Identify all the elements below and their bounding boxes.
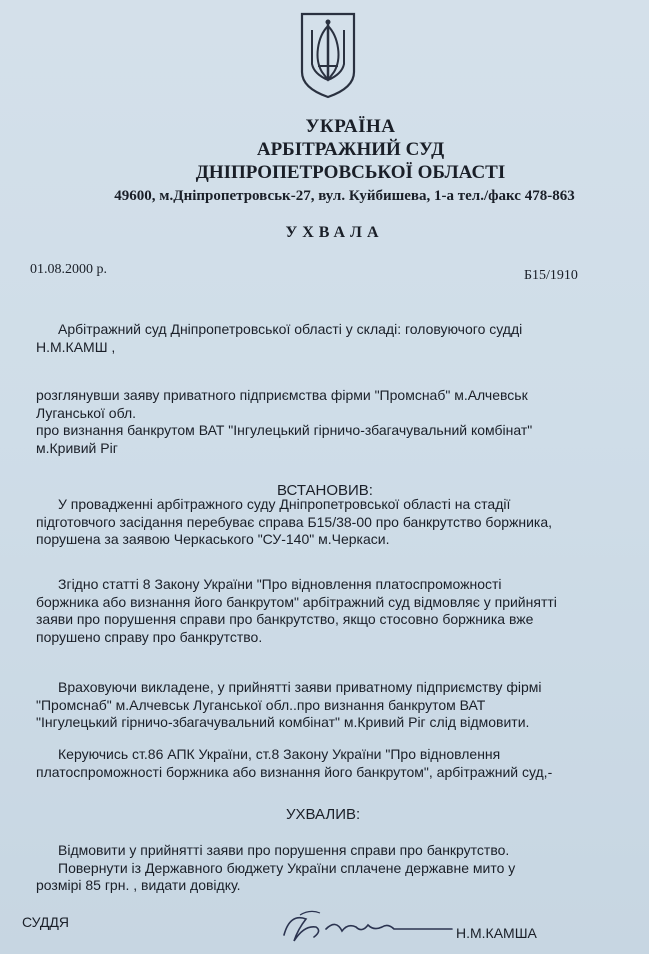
document-title: УХВАЛА: [285, 224, 384, 241]
paragraph-line: порушено справу про банкрутство.: [36, 628, 263, 645]
established-paragraph-3: [36, 679, 621, 732]
paragraph-line: "Промснаб" м.Алчевськ Луганської обл..про визнання банкрутом ВАТ: [36, 696, 486, 713]
ruled-heading: УХВАЛИВ:: [286, 806, 361, 823]
header-address: 49600, м.Дніпропетровськ-27, вул. Куйбишева, 1-а тел./факс 478-863: [114, 188, 575, 204]
established-paragraph-1: [36, 496, 621, 549]
review-paragraph: [36, 387, 626, 457]
review-line: про визнання банкрутом ВАТ "Інгулецький гірничо-збагачувальний комбінат": [36, 422, 533, 438]
paragraph-line: заяви про порушення справи про банкрутство, якщо стосовно боржника вже: [36, 611, 534, 627]
paragraph-line: боржника або визнання його банкрутом" арбітражний суд відмовляє у прийнятті: [36, 593, 557, 610]
document-date: 01.08.2000 р.: [30, 262, 107, 277]
review-line: розглянувши заяву приватного підприємства фірми "Промснаб" м.Алчевськ: [36, 387, 528, 403]
paragraph-line: порушена за заявою Черкаського "СУ-140" м.Черкаси.: [36, 531, 390, 547]
header-court-region: ДНІПРОПЕТРОВСЬКОЇ ОБЛАСТІ: [195, 162, 506, 183]
header-court-name: АРБІТРАЖНИЙ СУД: [256, 139, 445, 160]
intro-line: Н.М.КАМШ ,: [36, 338, 116, 355]
established-paragraph-2: [36, 576, 621, 646]
paragraph-line: розмірі 85 грн. , видати довідку.: [36, 877, 241, 893]
paragraph-line: Враховуючи викладене, у прийнятті заяви приватному підприємству фірмі: [58, 679, 542, 695]
signature-role: СУДДЯ: [22, 914, 69, 930]
paragraph-line: підготовчого засідання перебуває справа Б15/38-00 про банкрутство боржника,: [36, 513, 553, 530]
judge-signature: [276, 905, 456, 947]
intro-line: Арбітражний суд Дніпропетровської області у складі: головуючого судді: [58, 321, 523, 337]
paragraph-line: Керуючись ст.86 АПК України, ст.8 Закону України "Про відновлення: [58, 746, 501, 762]
paragraph-line: Згідно статті 8 Закону України "Про відновлення платоспроможності: [58, 576, 502, 592]
paragraph-line: Відмовити у прийнятті заяви про порушення справи про банкрутство.: [58, 842, 510, 858]
paragraph-line: платоспроможності боржника або визнання його банкрутом", арбітражний суд,-: [36, 763, 553, 780]
paragraph-line: "Інгулецький гірничо-збагачувальний комбінат" м.Кривий Ріг слід відмовити.: [36, 714, 530, 730]
header-country: УКРАЇНА: [305, 116, 396, 137]
ruled-paragraph: [36, 842, 621, 895]
paragraph-line: У провадженні арбітражного суду Дніпропетровської області на стадії: [58, 496, 511, 512]
review-line: м.Кривий Ріг: [36, 439, 118, 456]
case-number: Б15/1910: [524, 268, 578, 283]
review-line: Луганської обл.: [36, 404, 137, 421]
ukraine-coat-of-arms-icon: [298, 10, 358, 100]
paragraph-line: Повернути із Державного бюджету України сплачене державне мито у: [58, 859, 516, 876]
signature-name: Н.М.КАМША: [456, 925, 537, 941]
established-heading: ВСТАНОВИВ:: [277, 482, 373, 499]
established-paragraph-4: [36, 746, 621, 781]
intro-paragraph: [36, 321, 621, 356]
